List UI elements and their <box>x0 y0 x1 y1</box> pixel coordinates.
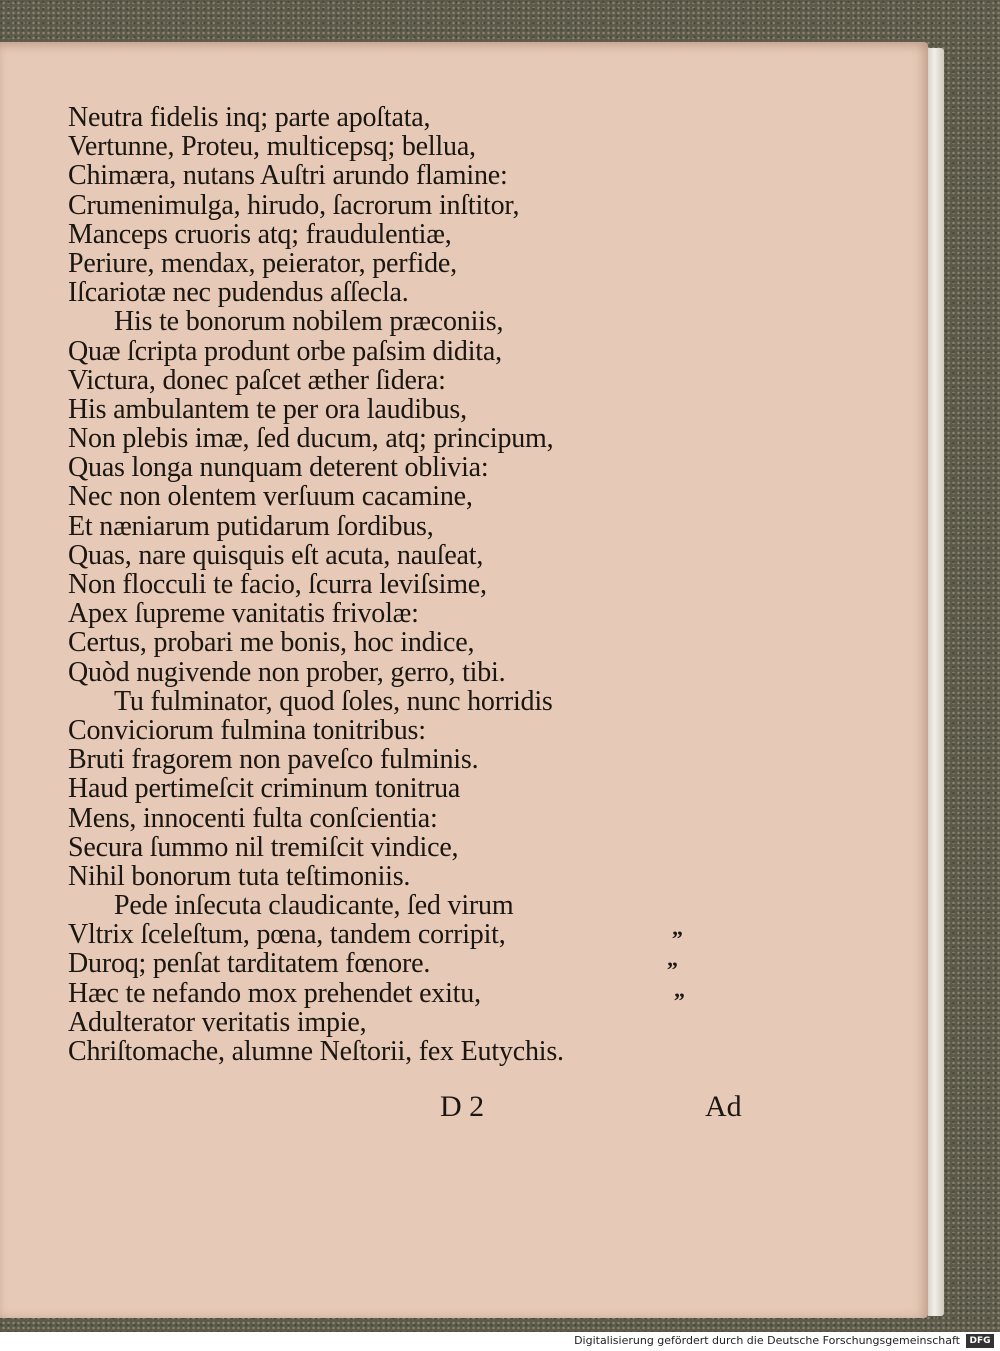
poem-line: Adulterator veritatis impie, <box>68 1006 367 1038</box>
poem-line: Non plebis imæ, ſed ducum, atq; principum, <box>68 423 554 455</box>
poem-line: Quæ ſcripta produnt orbe paſsim didita, <box>68 335 502 367</box>
poem-line: Hæc te nefando mox prehendet exitu, <box>68 977 481 1009</box>
quotation-mark: „ <box>667 946 679 971</box>
quotation-mark: „ <box>672 915 684 940</box>
poem-line: Crumenimulga, hirudo, ſacrorum inſtitor, <box>68 189 520 221</box>
poem-line: Iſcariotæ nec pudendus aſſecla. <box>68 277 409 309</box>
footer-credit: Digitalisierung gefördert durch die Deutsche Forschungsgemeinschaft <box>574 1334 960 1347</box>
poem-line: Periure, mendax, peierator, perfide, <box>68 247 457 279</box>
poem-text <box>68 103 564 1066</box>
footer-bar <box>0 1332 1000 1351</box>
poem-line: Et næniarum putidarum ſordibus, <box>68 510 434 542</box>
poem-line: Quas, nare quisquis eſt acuta, nauſeat, <box>68 539 484 571</box>
poem-line: Vltrix ſceleſtum, pœna, tandem corripit, <box>68 919 506 951</box>
poem-line: Duroq; penſat tarditatem fœnore. <box>68 948 431 980</box>
poem-line: Pede inſecuta claudicante, ſed virum <box>114 890 514 922</box>
poem-line: His te bonorum nobilem præconiis, <box>114 306 504 338</box>
poem-line: Non flocculi te facio, ſcurra leviſsime, <box>68 569 487 600</box>
poem-line: Chriſtomache, alumne Neſtorii, fex Eutychis. <box>68 1036 564 1067</box>
poem-line: Chimæra, nutans Auſtri arundo flamine: <box>68 160 508 192</box>
poem-line: Nihil bonorum tuta teſtimoniis. <box>68 860 411 892</box>
quotation-mark: „ <box>674 977 686 1002</box>
poem-line: Haud pertimeſcit criminum tonitrua <box>68 773 461 805</box>
poem-line: Conviciorum fulmina tonitribus: <box>68 714 426 746</box>
poem-line: Certus, probari me bonis, hoc indice, <box>68 627 475 659</box>
poem-line: Secura ſummo nil tremiſcit vindice, <box>68 831 459 863</box>
catchword: Ad <box>705 1090 742 1123</box>
page-edge <box>928 48 944 1316</box>
poem-line: Vertunne, Proteu, multicepsq; bellua, <box>68 131 476 163</box>
poem-line: Victura, donec paſcet æther ſidera: <box>68 364 446 396</box>
poem-line: Quas longa nunquam deterent oblivia: <box>68 452 489 484</box>
poem-line: Quòd nugivende non prober, gerro, tibi. <box>68 656 506 688</box>
signature-mark: D 2 <box>440 1090 485 1123</box>
poem-line: His ambulantem te per ora laudibus, <box>68 393 467 425</box>
poem-line: Mens, innocenti fulta conſcientia: <box>68 802 438 834</box>
poem-line: Nec non olentem verſuum cacamine, <box>68 481 473 513</box>
poem-line: Bruti fragorem non paveſco fulminis. <box>68 744 479 776</box>
poem-line: Tu fulminator, quod ſoles, nunc horridis <box>114 685 553 717</box>
dfg-logo: DFG <box>966 1334 994 1348</box>
poem-line: Apex ſupreme vanitatis frivolæ: <box>68 598 419 630</box>
poem-line: Neutra fidelis inq; parte apoſtata, <box>68 102 431 133</box>
poem-line: Manceps cruoris atq; fraudulentiæ, <box>68 218 452 250</box>
